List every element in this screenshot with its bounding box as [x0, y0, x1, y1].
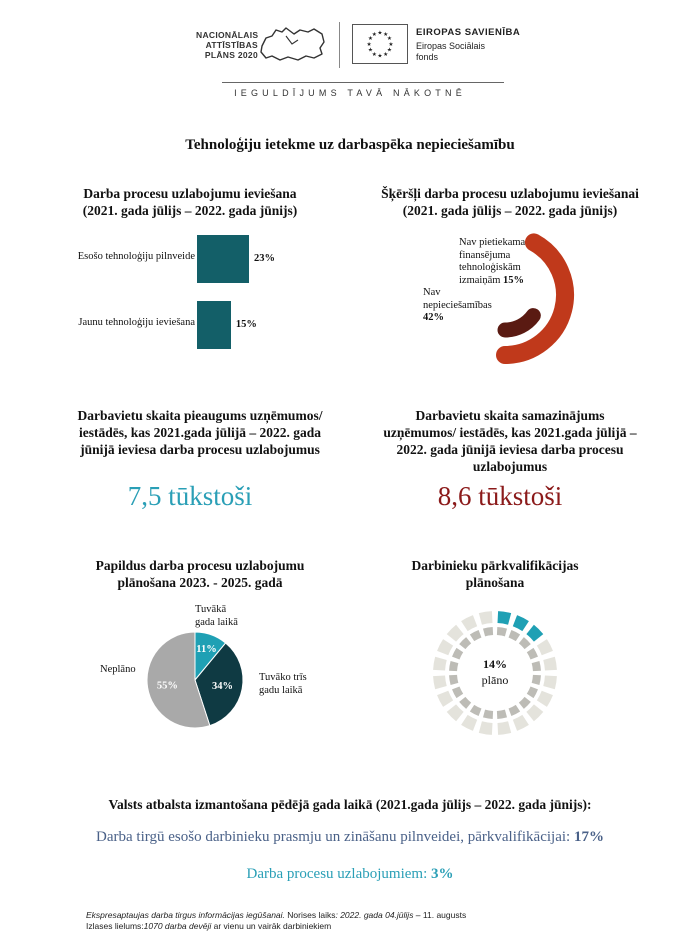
- state-support-skills: [0, 829, 700, 846]
- svg-text:★: ★: [371, 31, 377, 38]
- bar-value-label: 23%: [254, 253, 275, 264]
- header-divider: [339, 22, 340, 68]
- state-support-skills-text: Darba tirgū esošo darbinieku prasmju un zināšanu pilnveidei, pārkvalifikācijai:: [96, 829, 574, 845]
- ring-segment: [498, 727, 510, 729]
- ring-segment-active: [515, 621, 526, 626]
- ring-segment: [484, 631, 493, 632]
- bar: [197, 301, 231, 349]
- increase-title-line-2: iestādēs, kas 2021.gada jūlijā – 2022. gada: [79, 425, 321, 440]
- pie-label-three-years: [259, 672, 307, 697]
- footnote: [86, 910, 626, 932]
- eu-flag-icon: [352, 24, 408, 64]
- pie-value-label: 55%: [156, 680, 178, 692]
- ring-segment-active: [530, 629, 538, 637]
- arc-chart: [400, 225, 600, 375]
- ring-segment: [462, 640, 468, 646]
- pie-label-none-line-1: Neplāno: [100, 664, 136, 675]
- pie-chart-title: [55, 557, 345, 591]
- ring-segment: [521, 640, 527, 646]
- ring-title-line-1: Darbinieku pārkvalifikācijas: [411, 558, 579, 573]
- bar-label: Jaunu tehnoloģiju ieviešana: [78, 317, 195, 328]
- svg-text:★: ★: [377, 30, 383, 37]
- arc-title-line-1: Šķēršļi darba procesu uzlabojumu ieviešanai: [381, 186, 639, 201]
- ring-segment: [515, 720, 526, 725]
- arc-chart-title: [345, 185, 675, 219]
- arc-label-funding-line-3: tehnoloģiskām: [459, 262, 521, 273]
- ring-segment: [497, 714, 506, 715]
- ring-segment: [451, 708, 459, 716]
- ring-segment: [521, 699, 527, 705]
- bar-chart: [40, 225, 340, 355]
- ring-chart: [430, 608, 560, 738]
- ring-segment: [530, 688, 534, 696]
- footnote-sample-label-2: lielums:: [114, 921, 144, 931]
- decrease-title: [355, 407, 665, 475]
- ring-chart-title: [360, 557, 630, 591]
- eu-fund-line-1: Eiropas Sociālais: [416, 41, 486, 51]
- increase-title-line-1: Darbavietu skaita pieaugums uzņēmumos/: [77, 408, 323, 423]
- ring-segment: [443, 642, 448, 653]
- footnote-survey: Ekspresaptaujas darba tirgus informācijas iegūšanai.: [86, 910, 288, 920]
- arc-label-need-line-2: nepieciešamības: [423, 299, 492, 311]
- pie-label-three-line-1: Tuvāko trīs: [259, 672, 307, 683]
- ring-segment: [530, 708, 538, 716]
- pie-chart: [95, 600, 345, 740]
- decrease-title-line-3: 2022. gada jūnijā ieviesa darba procesu: [396, 442, 624, 457]
- arc-label-funding-line-1: Nav pietiekama: [459, 237, 526, 248]
- pie-value-label: 11%: [196, 644, 217, 656]
- arc-label-funding: [459, 237, 525, 287]
- bar-label: Esošo tehnoloģiju pilnveide: [77, 251, 195, 262]
- page-title: Tehnoloģiju ietekme uz darbaspēka nepieciešamību: [185, 137, 515, 153]
- ring-segment: [462, 699, 468, 705]
- ring-segment: [472, 634, 480, 638]
- nap-line-3: PLĀNS 2020: [204, 50, 258, 60]
- decrease-title-line-4: uzlabojumus: [472, 459, 548, 474]
- svg-text:★: ★: [366, 41, 372, 48]
- pie-label-none: [100, 664, 136, 677]
- footnote-employers-desc: ar vienu un vairāk darbiniekiem: [211, 921, 332, 931]
- svg-text:★: ★: [386, 36, 393, 43]
- eu-title: EIROPAS SAVIENĪBA: [416, 27, 521, 38]
- latvia-map-icon: [258, 24, 328, 64]
- pie-label-three-line-2: gadu laikā: [259, 684, 303, 696]
- ring-segment: [510, 634, 518, 638]
- header-rule: [222, 82, 504, 83]
- ring-segment: [480, 617, 492, 619]
- svg-text:★: ★: [386, 47, 393, 54]
- svg-text:★: ★: [383, 31, 389, 38]
- arc-segment-funding: [505, 316, 533, 330]
- pie-title-line-1: Papildus darba procesu uzlabojumu: [95, 558, 305, 573]
- svg-text:★: ★: [367, 36, 374, 43]
- nap-logo-text: [196, 30, 258, 60]
- page-header: [0, 0, 700, 100]
- footnote-period-end: 11. augusts: [422, 910, 467, 920]
- arc-value-need: 42%: [423, 312, 444, 323]
- arc-label-need-line-1: Nav: [423, 287, 441, 298]
- ring-segment: [480, 727, 492, 729]
- footnote-line-1: [86, 910, 626, 921]
- ring-segment: [451, 629, 459, 637]
- bar-value-label: 15%: [235, 319, 257, 330]
- arc-label-funding-line-4: [459, 275, 525, 288]
- pie-label-year-line-2: gada laikā: [195, 616, 238, 628]
- footnote-period-start: : 2022. gada 04.jūlijs –: [335, 910, 423, 920]
- nap-line-1: NACIONĀLAIS: [196, 30, 259, 40]
- ring-segment: [484, 714, 493, 715]
- ring-value: 14%: [483, 657, 507, 671]
- ring-segment: [472, 708, 480, 712]
- header-motto: IEGULDĪJUMS TAVĀ NĀKOTNĒ: [234, 88, 466, 98]
- bar: [197, 235, 249, 283]
- arc-label-funding-text: izmaiņām: [459, 274, 501, 286]
- footnote-sample-label: Izlases: [86, 921, 115, 931]
- increase-value: 7,5 tūkstoši: [127, 481, 253, 511]
- eu-logo-text: [416, 27, 520, 63]
- ring-segment: [497, 631, 506, 632]
- svg-text:★: ★: [383, 51, 389, 58]
- eu-fund-line-2: fonds: [416, 52, 439, 62]
- nap-line-2: ATTĪSTĪBAS: [205, 40, 258, 50]
- svg-text:★: ★: [371, 51, 377, 58]
- bar-chart-title: [40, 185, 340, 219]
- footnote-sample-size: 1070: [143, 921, 165, 931]
- state-support-processes-value: 3%: [431, 866, 454, 882]
- state-support-title: Valsts atbalsta izmantošana pēdējā gada laikā (2021.gada jūlijs – 2022. gada jūnijs):: [108, 797, 592, 812]
- ring-title-line-2: plānošana: [465, 575, 525, 590]
- bar-title-line-2: (2021. gada jūlijs – 2022. gada jūnijs): [82, 203, 298, 218]
- ring-segment: [542, 642, 547, 653]
- ring-center-text: [430, 656, 560, 688]
- footnote-line-2: [86, 921, 626, 932]
- ring-center-label: plāno: [481, 673, 509, 687]
- state-support-processes: [0, 866, 700, 883]
- bar-title-line-1: Darba procesu uzlabojumu ieviešana: [83, 186, 297, 201]
- arc-label-need: [423, 287, 492, 325]
- arc-value-funding: 15%: [503, 274, 525, 286]
- decrease-title-line-1: Darbavietu skaita samazinājums: [415, 408, 605, 423]
- state-support-skills-value: 17%: [573, 829, 604, 845]
- state-support-processes-text: Darba procesu uzlabojumiem:: [246, 866, 432, 882]
- increase-title: [55, 407, 345, 458]
- ring-segment: [456, 688, 460, 696]
- arc-label-funding-line-2: finansējuma: [459, 249, 511, 261]
- ring-segment: [464, 621, 475, 626]
- pie-label-year: [195, 604, 238, 629]
- ring-segment-active: [498, 617, 510, 619]
- ring-segment: [464, 720, 475, 725]
- increase-title-line-3: jūnijā ieviesa darba procesu uzlabojumus: [80, 442, 320, 457]
- decrease-title-line-2: uzņēmumos/ iestādēs, kas 2021.gada jūlijā –: [383, 425, 637, 440]
- eu-fund-name: [416, 41, 520, 63]
- svg-text:★: ★: [367, 47, 374, 54]
- svg-text:★: ★: [388, 41, 394, 48]
- footnote-period-label: Norises laiks: [287, 910, 336, 920]
- ring-segment: [510, 708, 518, 712]
- footnote-employers: darba devēji: [164, 921, 212, 931]
- pie-title-line-2: plānošana 2023. - 2025. gadā: [117, 575, 283, 590]
- ring-segment: [542, 693, 547, 704]
- pie-label-year-line-1: Tuvākā: [195, 604, 227, 615]
- ring-segment: [443, 693, 448, 704]
- decrease-value: 8,6 tūkstoši: [437, 481, 563, 511]
- svg-text:★: ★: [377, 53, 383, 60]
- pie-value-label: 34%: [212, 681, 234, 693]
- arc-title-line-2: (2021. gada jūlijs – 2022. gada jūnijs): [402, 203, 618, 218]
